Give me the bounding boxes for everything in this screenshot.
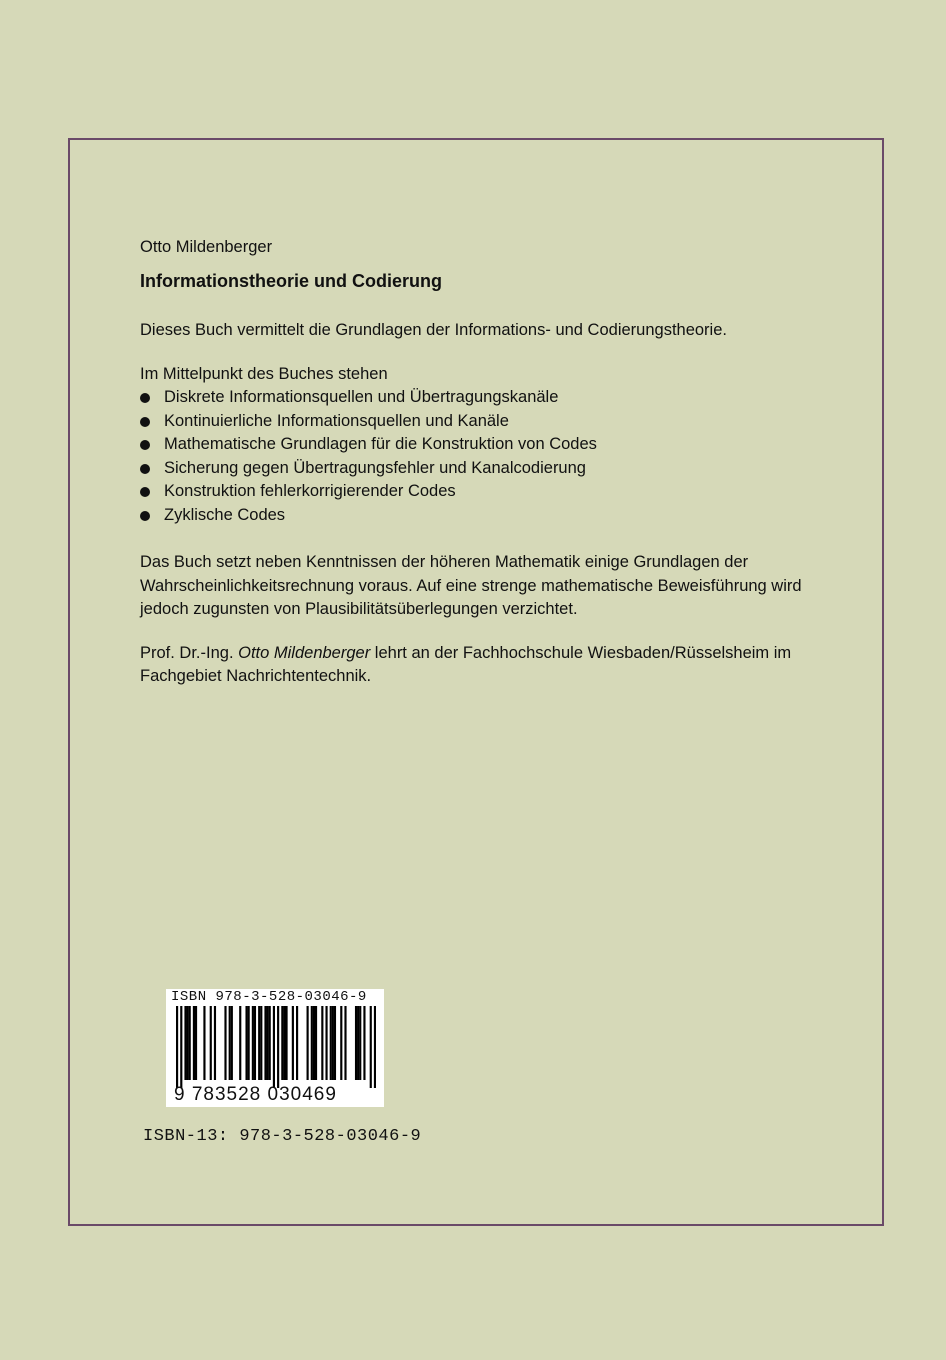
list-item-text: Mathematische Grundlagen für die Konstruktion von Codes: [164, 435, 597, 453]
barcode-bar: [283, 1006, 285, 1080]
barcode-bar: [273, 1006, 275, 1088]
author-name: Otto Mildenberger: [140, 238, 273, 256]
barcode-bar: [285, 1006, 287, 1080]
barcode-bar: [193, 1006, 195, 1080]
barcode-bar: [176, 1006, 178, 1088]
barcode-bar: [184, 1006, 186, 1080]
barcode-bar: [296, 1006, 298, 1080]
bullet-icon: [140, 417, 150, 427]
barcode-bar: [187, 1006, 189, 1080]
barcode-bar: [264, 1006, 266, 1080]
barcode-bar: [344, 1006, 346, 1080]
barcode-bar: [203, 1006, 205, 1080]
barcode-bar: [239, 1006, 241, 1080]
list-item-text: Kontinuierliche Informationsquellen und Kanäle: [164, 411, 509, 430]
back-cover-text: [140, 236, 820, 709]
barcode-bar: [189, 1006, 191, 1080]
barcode-bar: [315, 1006, 317, 1080]
bullet-icon: [140, 464, 150, 474]
barcode-bar: [258, 1006, 260, 1080]
list-item-text: Diskrete Informationsquellen und Übertragungskanäle: [164, 388, 559, 406]
barcode-isbn-label: ISBN 978-3-528-03046-9: [171, 989, 367, 1005]
isbn-13: ISBN-13: 978-3-528-03046-9: [143, 1127, 422, 1146]
list-item: [140, 480, 820, 504]
bullet-icon: [140, 487, 150, 497]
bullet-icon: [140, 511, 150, 521]
barcode-bar: [245, 1006, 247, 1080]
barcode-bar: [277, 1006, 279, 1088]
bio-author-name: Otto Mildenberger: [238, 643, 371, 662]
barcode-bar: [374, 1006, 376, 1088]
barcode-bar: [210, 1006, 212, 1080]
barcode-bar: [231, 1006, 233, 1080]
barcode-bar: [334, 1006, 336, 1080]
barcode-bar: [252, 1006, 254, 1080]
focus-lead: Im Mittelpunkt des Buches stehen: [140, 364, 388, 383]
barcode-bar: [313, 1006, 315, 1080]
barcode-bar: [363, 1006, 365, 1080]
barcode-bar: [224, 1006, 226, 1080]
barcode-bar: [370, 1006, 372, 1088]
book-title: Informationstheorie und Codierung: [140, 270, 442, 291]
bio-rest: lehrt an der Fachhochschule Wiesbaden/Rüsselsheim im Fachgebiet Nachrichtentechnik.: [140, 643, 792, 685]
barcode-bar: [332, 1006, 334, 1080]
barcode-bar: [325, 1006, 327, 1080]
list-item-text: Sicherung gegen Übertragungsfehler und Kanalcodierung: [164, 458, 586, 477]
barcode-bar: [180, 1006, 182, 1088]
barcode-bar: [307, 1006, 309, 1080]
barcode-digits: 9 783528 030469: [174, 1084, 337, 1105]
barcode-bar: [195, 1006, 197, 1080]
list-item: [140, 386, 820, 410]
barcode-bar: [311, 1006, 313, 1080]
prerequisites-text: Das Buch setzt neben Kenntnissen der höheren Mathematik einige Grundlagen der Wahrscheinlichkeitsrechnung voraus. Auf eine strenge mathematische Beweisführung wird jedoch zugunsten von Plausibilitätsüberlegungen verzichtet.: [140, 553, 802, 618]
barcode-bar: [267, 1006, 269, 1080]
barcode-bar: [269, 1006, 271, 1080]
barcode-bar: [214, 1006, 216, 1080]
barcode-bar: [340, 1006, 342, 1080]
barcode-bar: [248, 1006, 250, 1080]
barcode-bar: [281, 1006, 283, 1080]
intro-text: Dieses Buch vermittelt die Grundlagen der Informations- und Codierungstheorie.: [140, 321, 727, 339]
barcode-bar: [330, 1006, 332, 1080]
barcode-bar: [359, 1006, 361, 1080]
barcode-bar: [292, 1006, 294, 1080]
focus-list: [140, 386, 820, 527]
barcode-bar: [260, 1006, 262, 1080]
barcode-bar: [357, 1006, 359, 1080]
bullet-icon: [140, 393, 150, 403]
barcode-bars: [176, 1006, 376, 1088]
barcode-bar: [254, 1006, 256, 1080]
list-item: [140, 457, 820, 481]
bullet-icon: [140, 440, 150, 450]
list-item: [140, 504, 820, 528]
barcode-bar: [229, 1006, 231, 1080]
author-bio: [140, 642, 820, 689]
bio-prefix: Prof. Dr.-Ing.: [140, 643, 234, 662]
list-item: [140, 433, 820, 457]
list-item-text: Zyklische Codes: [164, 505, 286, 524]
list-item-text: Konstruktion fehlerkorrigierender Codes: [164, 482, 456, 500]
barcode-bar: [321, 1006, 323, 1080]
barcode-bar: [355, 1006, 357, 1080]
list-item: [140, 410, 820, 434]
barcode: [166, 989, 384, 1107]
